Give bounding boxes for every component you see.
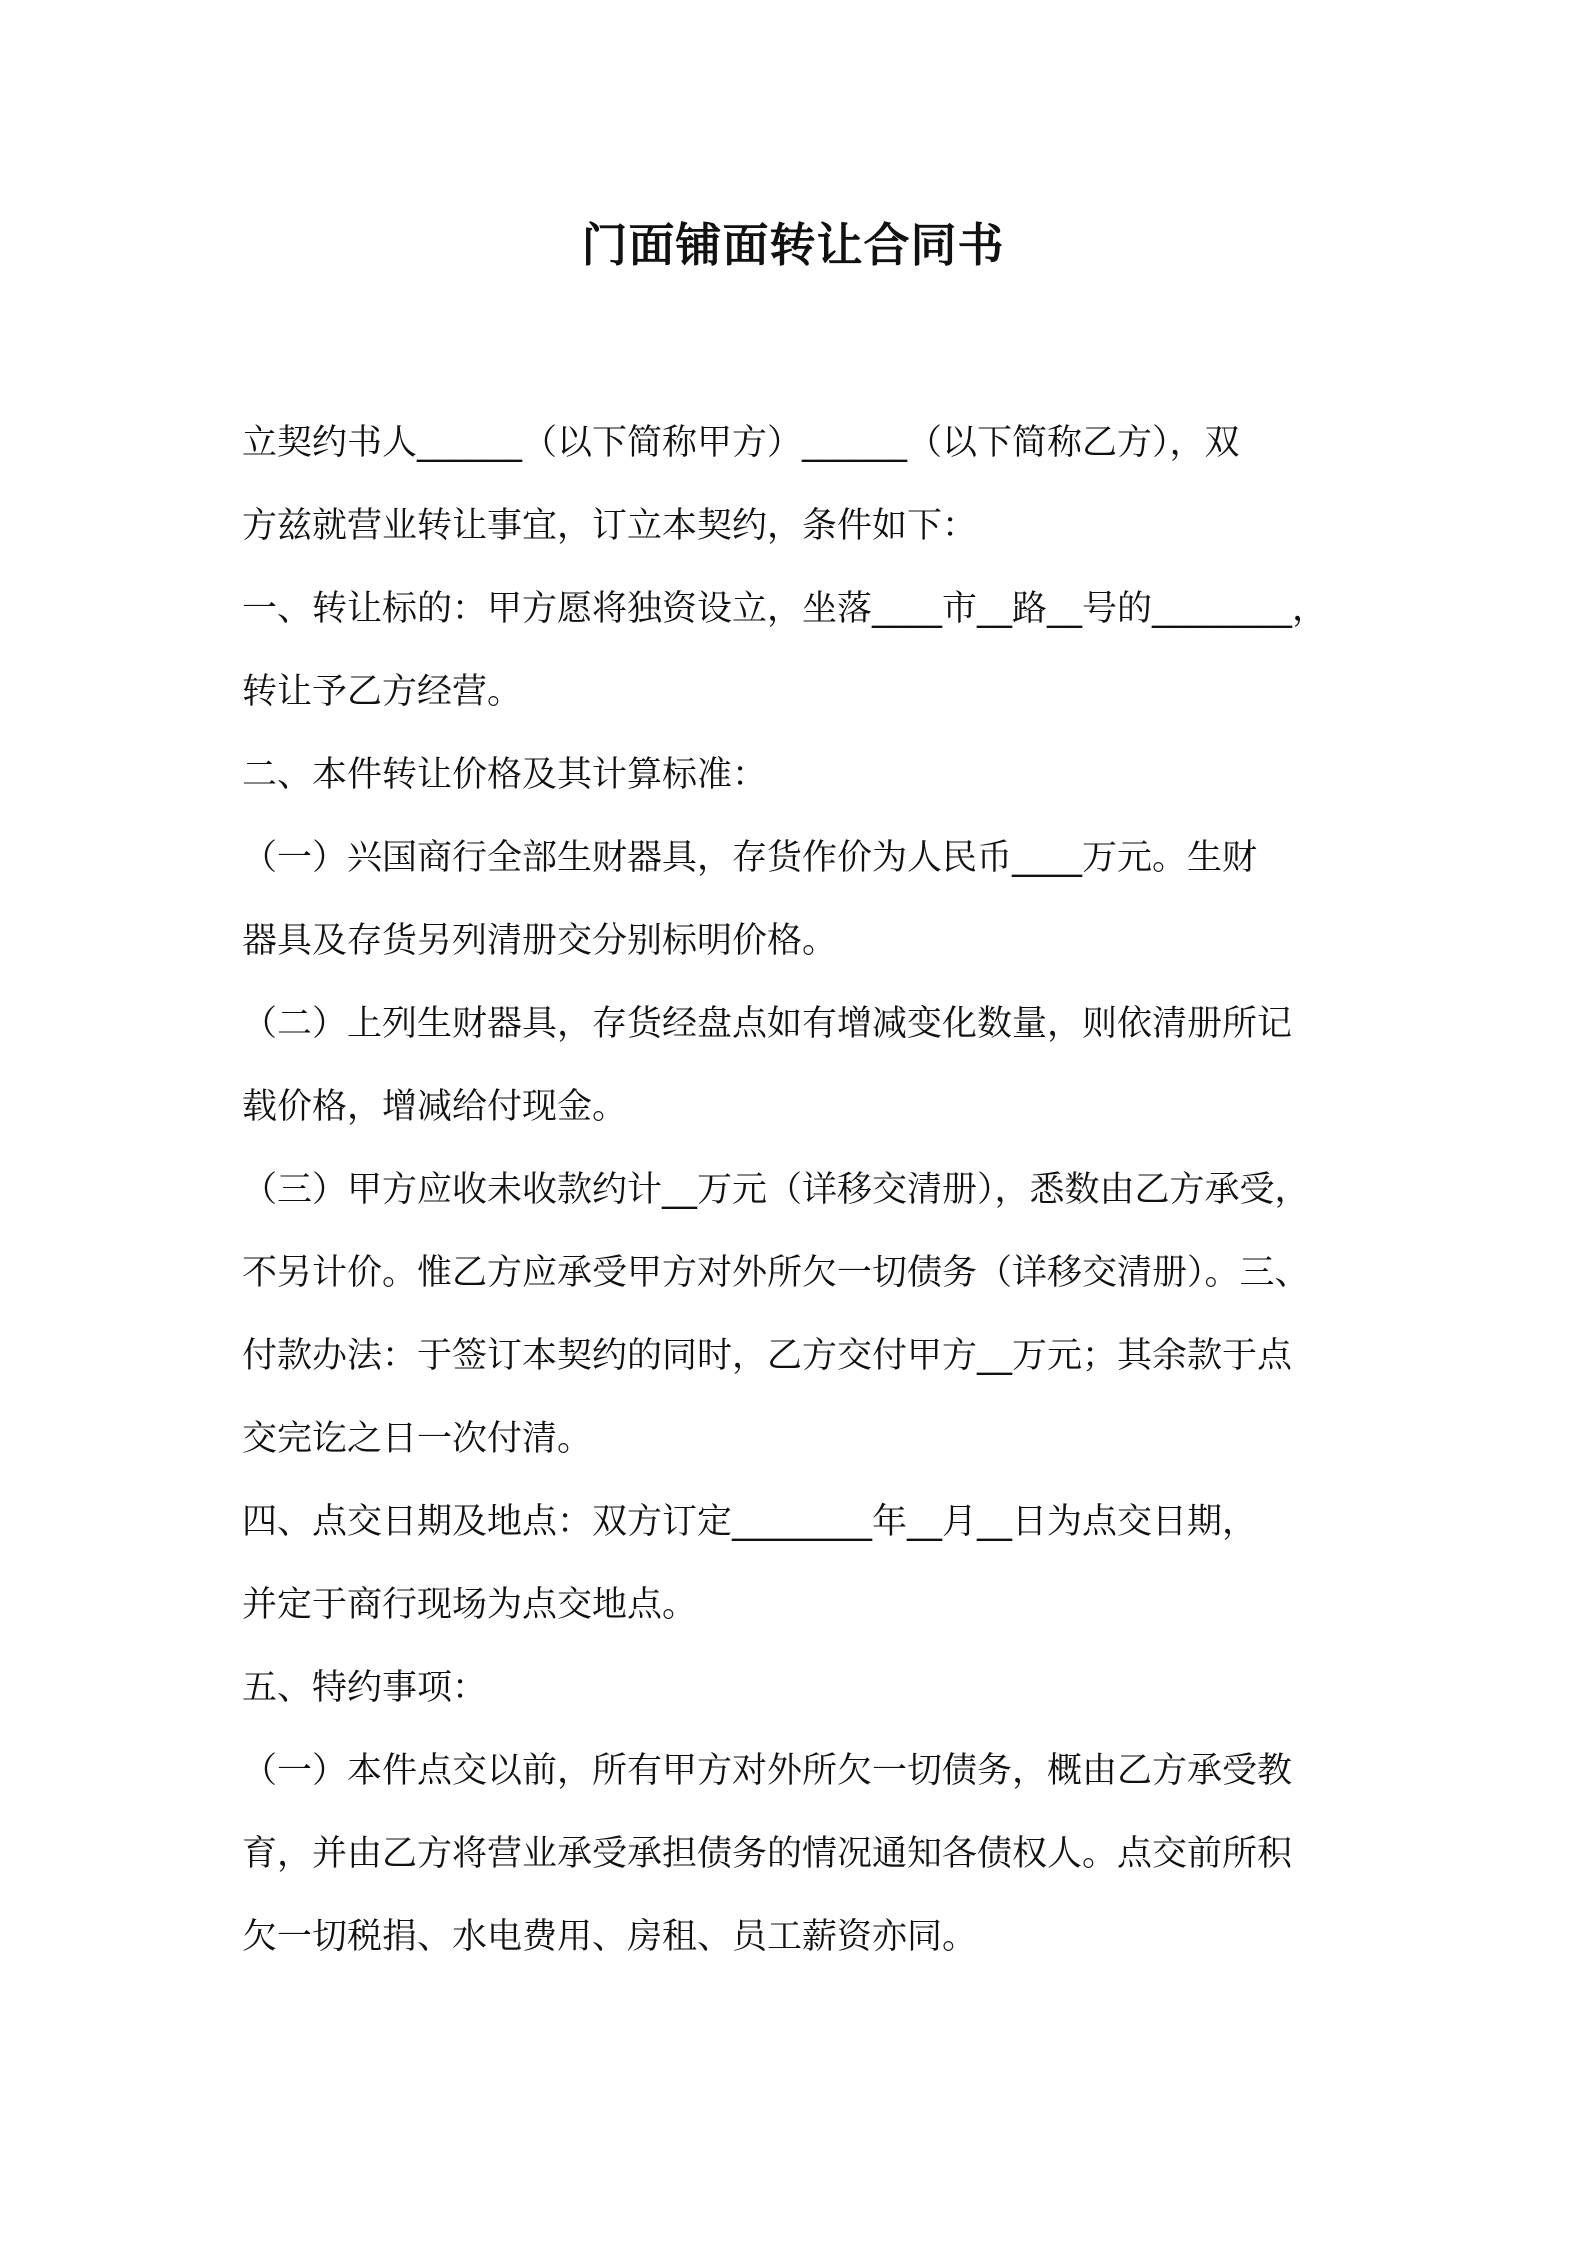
text-line: 四、点交日期及地点：双方订定________年__月__日为点交日期， xyxy=(242,1502,1258,1542)
contract-body xyxy=(242,402,1362,1979)
text-line: 方兹就营业转让事宜，订立本契约，条件如下： xyxy=(242,506,978,546)
text-line: 转让予乙方经营。 xyxy=(242,672,523,712)
document-title: 门面铺面转让合同书 xyxy=(581,218,1005,272)
text-line: （二）上列生财器具，存货经盘点如有增减变化数量，则依清册所记 xyxy=(242,1004,1293,1044)
text-line: 交完讫之日一次付清。 xyxy=(242,1419,593,1459)
text-line: 一、转让标的：甲方愿将独资设立，坐落____市__路__号的________， xyxy=(242,589,1328,629)
text-line: 二、本件转让价格及其计算标准： xyxy=(242,755,768,795)
text-line: 器具及存货另列清册交分别标明价格。 xyxy=(242,921,838,961)
text-line: 付款办法：于签订本契约的同时，乙方交付甲方__万元；其余款于点 xyxy=(242,1336,1293,1376)
text-line: （三）甲方应收未收款约计__万元（详移交清册），悉数由乙方承受， xyxy=(242,1170,1310,1210)
text-line: （一）本件点交以前，所有甲方对外所欠一切债务，概由乙方承受教 xyxy=(242,1751,1293,1791)
text-line: 载价格，增减给付现金。 xyxy=(242,1087,628,1127)
text-line: 欠一切税捐、水电费用、房租、员工薪资亦同。 xyxy=(242,1917,978,1957)
text-line: 五、特约事项： xyxy=(242,1668,488,1708)
text-line: 并定于商行现场为点交地点。 xyxy=(242,1585,698,1625)
text-line: 立契约书人______（以下简称甲方）______（以下简称乙方），双 xyxy=(242,423,1240,463)
text-line: 育，并由乙方将营业承受承担债务的情况通知各债权人。点交前所积 xyxy=(242,1834,1293,1874)
text-line: 不另计价。惟乙方应承受甲方对外所欠一切债务（详移交清册）。三、 xyxy=(242,1253,1310,1293)
text-line: （一）兴国商行全部生财器具，存货作价为人民币____万元。生财 xyxy=(242,838,1258,878)
